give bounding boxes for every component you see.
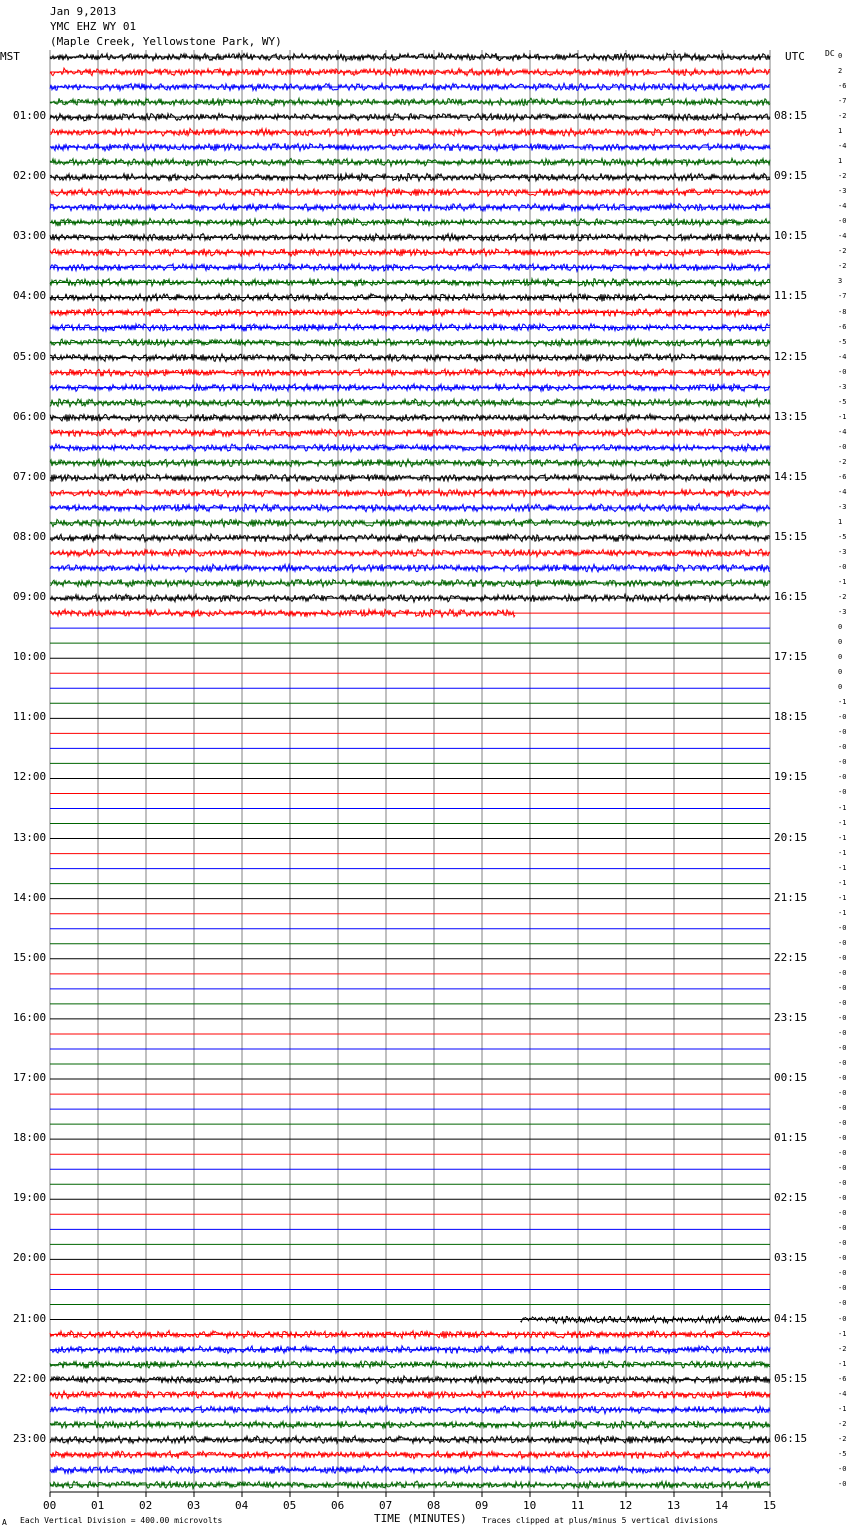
plot-location: (Maple Creek, Yellowstone Park, WY) <box>50 35 282 48</box>
left-hour-label: 22:00 <box>13 1371 47 1385</box>
right-hour-label: 04:15 <box>774 1311 808 1325</box>
dc-offset-label: -1 <box>838 1359 847 1368</box>
dc-offset-label: -0 <box>838 1028 847 1037</box>
dc-offset-label: -2 <box>838 1344 847 1353</box>
dc-offset-label: -2 <box>838 457 847 466</box>
x-tick-label: 04 <box>235 1499 249 1512</box>
left-hour-label: 12:00 <box>13 770 47 784</box>
dc-offset-label: -0 <box>838 1119 847 1128</box>
right-hour-label: 08:15 <box>774 109 808 123</box>
seismic-trace <box>50 579 770 587</box>
right-hour-label: 21:15 <box>774 890 808 904</box>
dc-offset-label: 1 <box>838 157 843 166</box>
dc-offset-label: -0 <box>838 968 847 977</box>
dc-offset-label: 0 <box>838 623 843 632</box>
plot-station: YMC EHZ WY 01 <box>50 20 137 33</box>
dc-offset-label: -6 <box>838 322 847 331</box>
dc-offset-label: -0 <box>838 1059 847 1067</box>
dc-offset-label: -1 <box>838 578 847 587</box>
left-hour-label: 07:00 <box>13 469 47 483</box>
dc-label: DC <box>825 49 835 58</box>
dc-offset-label: -5 <box>838 1449 847 1458</box>
right-hour-label: 00:15 <box>774 1071 808 1085</box>
seismic-trace <box>50 444 770 452</box>
dc-offset-label: -0 <box>838 1464 847 1473</box>
right-hour-label: 16:15 <box>774 590 808 604</box>
right-hour-label: 11:15 <box>774 289 808 303</box>
right-hour-label: 13:15 <box>774 409 808 423</box>
left-hour-label: 23:00 <box>13 1431 47 1445</box>
dc-offset-label: -4 <box>838 142 847 151</box>
dc-offset-label: -0 <box>838 1179 847 1188</box>
left-hour-label: 10:00 <box>13 650 47 664</box>
dc-offset-label: -1 <box>838 1404 847 1413</box>
dc-offset-label: -5 <box>838 532 847 541</box>
dc-offset-label: -1 <box>838 908 847 917</box>
x-tick-label: 10 <box>523 1499 537 1512</box>
dc-offset-label: -0 <box>838 923 847 932</box>
right-hour-label: 15:15 <box>774 529 808 543</box>
dc-offset-label: -0 <box>838 1284 847 1293</box>
dc-offset-label: -1 <box>838 698 847 707</box>
dc-offset-label: -2 <box>838 593 847 602</box>
seismic-trace <box>50 1421 770 1429</box>
left-hour-label: 11:00 <box>13 710 47 724</box>
dc-offset-label: 0 <box>838 668 843 677</box>
dc-offset-label: -3 <box>838 382 847 391</box>
x-tick-label: 15 <box>763 1499 777 1512</box>
left-hour-label: 06:00 <box>13 409 47 423</box>
left-hour-label: 17:00 <box>13 1071 47 1085</box>
seismic-trace <box>50 173 770 181</box>
x-tick-label: 01 <box>91 1499 105 1512</box>
dc-offset-label: -3 <box>838 187 847 196</box>
right-hour-label: 05:15 <box>774 1371 808 1385</box>
dc-offset-label: -4 <box>838 427 847 436</box>
dc-offset-label: -1 <box>838 833 847 842</box>
dc-offset-label: -0 <box>838 953 847 962</box>
dc-offset-label: -0 <box>838 217 847 226</box>
left-hour-label: 02:00 <box>13 169 47 183</box>
left-hour-label: 20:00 <box>13 1251 47 1265</box>
seismic-trace <box>50 339 770 347</box>
dc-offset-label: -0 <box>838 713 847 722</box>
dc-offset-label: -1 <box>838 878 847 887</box>
dc-offset-label: -0 <box>838 1254 847 1263</box>
dc-offset-label: -2 <box>838 112 847 121</box>
x-tick-label: 05 <box>283 1499 297 1512</box>
dc-offset-label: -6 <box>838 1374 847 1383</box>
dc-offset-label: -0 <box>838 1314 847 1323</box>
dc-offset-label: -0 <box>838 998 847 1007</box>
dc-offset-label: -1 <box>838 893 847 902</box>
dc-offset-label: -0 <box>838 938 847 947</box>
dc-offset-label: -0 <box>838 1043 847 1052</box>
left-hour-label: 01:00 <box>13 109 47 123</box>
scale-note: Each Vertical Division = 400.00 microvolts <box>20 1516 223 1525</box>
dc-offset-label: -0 <box>838 728 847 737</box>
dc-offset-label: 0 <box>838 638 843 647</box>
dc-offset-label: -0 <box>838 1013 847 1022</box>
x-tick-label: 00 <box>43 1499 57 1512</box>
x-tick-label: 02 <box>139 1499 153 1512</box>
dc-offset-label: -0 <box>838 1479 847 1488</box>
x-tick-label: 08 <box>427 1499 441 1512</box>
dc-offset-label: -0 <box>838 1299 847 1308</box>
seismic-trace <box>50 414 770 422</box>
left-hour-label: 03:00 <box>13 229 47 243</box>
dc-offset-label: -0 <box>838 1134 847 1143</box>
dc-offset-label: -0 <box>838 563 847 572</box>
x-tick-label: 06 <box>331 1499 345 1512</box>
dc-offset-label: -0 <box>838 773 847 782</box>
dc-offset-label: -3 <box>838 502 847 511</box>
left-axis-label: MST <box>0 50 20 63</box>
dc-offset-label: -4 <box>838 1389 847 1398</box>
x-tick-label: 14 <box>715 1499 729 1512</box>
dc-offset-label: -1 <box>838 848 847 857</box>
dc-offset-label: -0 <box>838 1209 847 1218</box>
dc-offset-label: -3 <box>838 547 847 556</box>
dc-offset-label: -0 <box>838 983 847 992</box>
plot-date: Jan 9,2013 <box>50 5 117 18</box>
dc-offset-label: -4 <box>838 232 847 241</box>
dc-offset-label: -0 <box>838 1194 847 1203</box>
x-tick-label: 09 <box>475 1499 489 1512</box>
dc-offset-label: -8 <box>838 307 847 316</box>
left-hour-label: 08:00 <box>13 529 47 543</box>
x-tick-label: 13 <box>667 1499 681 1512</box>
right-hour-label: 09:15 <box>774 169 808 183</box>
seismic-trace <box>50 564 770 572</box>
dc-offset-label: -6 <box>838 82 847 91</box>
dc-offset-label: -0 <box>838 1239 847 1248</box>
left-hour-label: 13:00 <box>13 830 47 844</box>
dc-offset-label: 1 <box>838 517 843 526</box>
dc-offset-label: -0 <box>838 758 847 767</box>
left-hour-label: 16:00 <box>13 1010 47 1024</box>
dc-offset-label: 2 <box>838 67 843 76</box>
left-hour-label: 21:00 <box>13 1311 47 1325</box>
dc-offset-label: 3 <box>838 277 843 286</box>
dc-offset-label: 0 <box>838 683 843 692</box>
dc-offset-label: 1 <box>838 127 843 136</box>
right-axis-label: UTC <box>785 50 805 63</box>
dc-offset-label: -0 <box>838 743 847 752</box>
dc-offset-label: -0 <box>838 1089 847 1098</box>
dc-offset-label: -0 <box>838 1104 847 1113</box>
dc-offset-label: -7 <box>838 97 847 106</box>
dc-offset-label: 0 <box>838 653 843 662</box>
x-tick-label: 03 <box>187 1499 201 1512</box>
left-hour-label: 05:00 <box>13 349 47 363</box>
dc-offset-label: -7 <box>838 292 847 301</box>
right-hour-label: 03:15 <box>774 1251 808 1265</box>
left-hour-label: 14:00 <box>13 890 47 904</box>
right-hour-label: 17:15 <box>774 650 808 664</box>
left-hour-label: 09:00 <box>13 590 47 604</box>
dc-offset-label: -3 <box>838 608 847 617</box>
right-hour-label: 19:15 <box>774 770 808 784</box>
dc-offset-label: -0 <box>838 1269 847 1278</box>
dc-offset-label: -5 <box>838 337 847 346</box>
right-hour-label: 18:15 <box>774 710 808 724</box>
dc-offset-label: -0 <box>838 1149 847 1158</box>
right-hour-label: 01:15 <box>774 1131 808 1145</box>
x-tick-label: 12 <box>619 1499 633 1512</box>
seismic-trace <box>50 204 770 212</box>
dc-offset-label: -1 <box>838 803 847 812</box>
right-hour-label: 12:15 <box>774 349 808 363</box>
dc-offset-label: -5 <box>838 397 847 406</box>
dc-offset-label: 0 <box>838 52 843 60</box>
left-hour-label: 15:00 <box>13 950 47 964</box>
dc-offset-label: -0 <box>838 1224 847 1233</box>
dc-offset-label: -2 <box>838 262 847 271</box>
right-hour-label: 02:15 <box>774 1191 808 1205</box>
left-hour-label: 19:00 <box>13 1191 47 1205</box>
right-hour-label: 14:15 <box>774 469 808 483</box>
dc-offset-label: -4 <box>838 487 847 496</box>
right-hour-label: 10:15 <box>774 229 808 243</box>
x-tick-label: 07 <box>379 1499 393 1512</box>
dc-offset-label: -1 <box>838 818 847 827</box>
right-hour-label: 22:15 <box>774 950 808 964</box>
dc-offset-label: -0 <box>838 788 847 797</box>
dc-offset-label: -0 <box>838 367 847 376</box>
dc-offset-label: -2 <box>838 172 847 181</box>
x-axis-title: TIME (MINUTES) <box>374 1512 467 1525</box>
dc-offset-label: -4 <box>838 352 847 361</box>
dc-offset-label: -2 <box>838 1419 847 1428</box>
corner-mark: A <box>2 1518 7 1527</box>
clip-note: Traces clipped at plus/minus 5 vertical divisions <box>482 1516 719 1525</box>
dc-offset-label: -0 <box>838 1074 847 1083</box>
dc-offset-label: -6 <box>838 472 847 481</box>
dc-offset-label: -4 <box>838 202 847 211</box>
dc-offset-label: -1 <box>838 863 847 872</box>
x-tick-label: 11 <box>571 1499 585 1512</box>
dc-offset-label: -0 <box>838 442 847 451</box>
dc-offset-label: -2 <box>838 1434 847 1443</box>
left-hour-label: 18:00 <box>13 1131 47 1145</box>
right-hour-label: 23:15 <box>774 1010 808 1024</box>
left-hour-label: 04:00 <box>13 289 47 303</box>
dc-offset-label: -0 <box>838 1164 847 1173</box>
dc-offset-label: -2 <box>838 247 847 256</box>
right-hour-label: 20:15 <box>774 830 808 844</box>
dc-offset-label: -1 <box>838 1329 847 1338</box>
dc-offset-label: -1 <box>838 412 847 421</box>
right-hour-label: 06:15 <box>774 1431 808 1445</box>
